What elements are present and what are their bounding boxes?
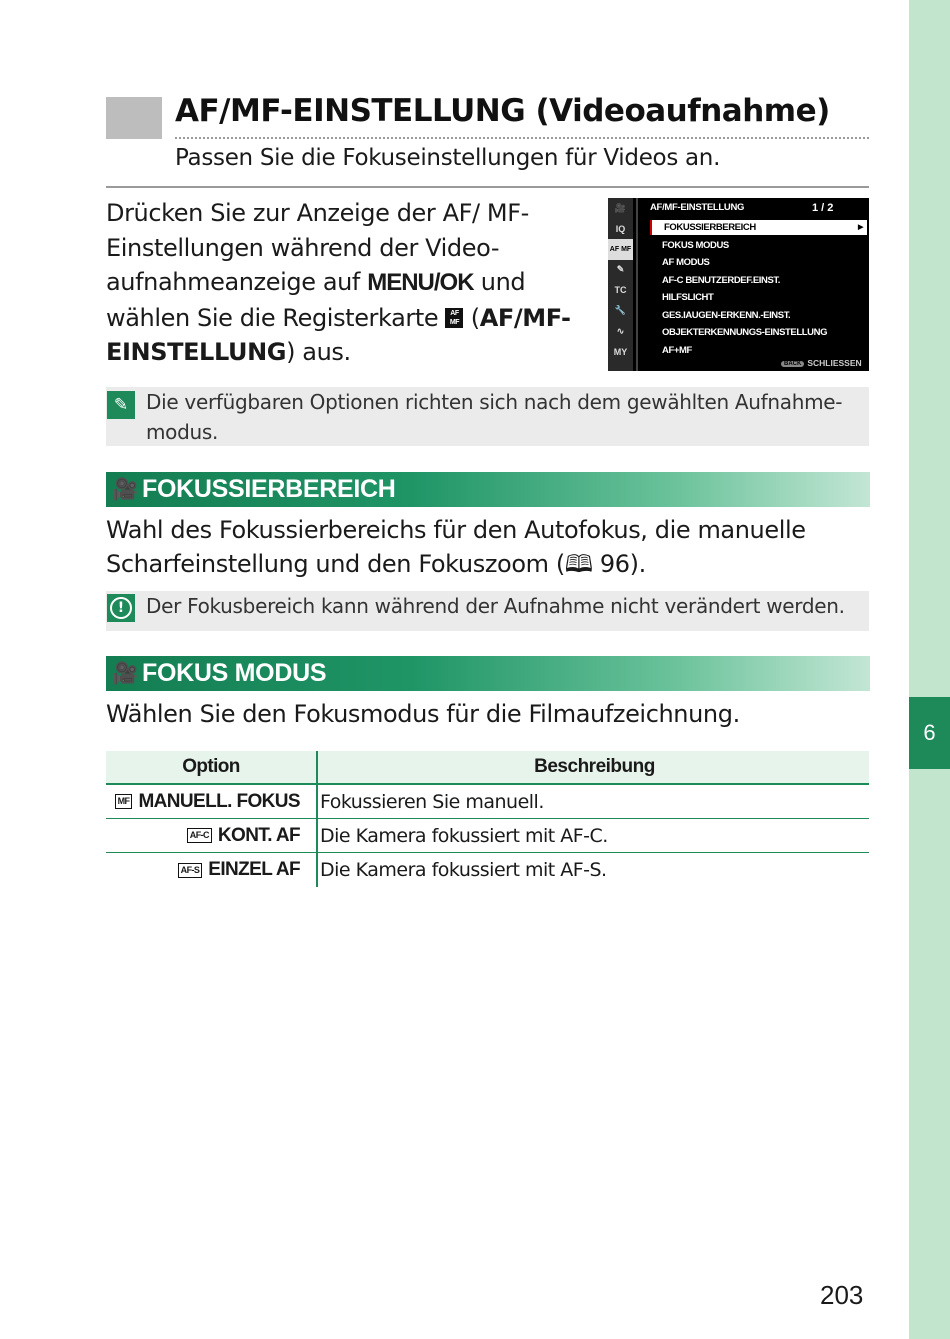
side-strip bbox=[909, 0, 950, 1339]
intro-bold-label: AF/MF-EINSTELLUNG bbox=[106, 303, 571, 366]
body-line: ). bbox=[629, 550, 646, 578]
table-header bbox=[106, 751, 869, 785]
table-row bbox=[106, 853, 869, 887]
menu-ok-button-label: MENU/OK bbox=[367, 269, 474, 296]
page-subtitle: Passen Sie die Fokuseinstellungen für Videos an. bbox=[175, 145, 721, 171]
page-reference-link[interactable]: 96 bbox=[599, 550, 630, 578]
options-table bbox=[106, 751, 869, 887]
body-line: Scharfeinstellung und den Fokuszoom ( bbox=[106, 550, 565, 578]
af-s-icon: AF-S bbox=[178, 863, 203, 878]
camera-menu-item: AF+MF bbox=[662, 344, 692, 356]
camera-menu-item: AF MODUS bbox=[662, 257, 710, 268]
wave-tab-icon: ∿ bbox=[616, 325, 625, 336]
option-label: MANUELL. FOKUS bbox=[138, 790, 300, 812]
caution-box bbox=[106, 591, 869, 631]
intro-paragraph bbox=[106, 196, 596, 370]
my-menu-tab-icon: MY bbox=[613, 346, 628, 357]
column-header-option: Option bbox=[182, 756, 240, 777]
camera-menu-footer bbox=[781, 358, 862, 368]
movie-camera-icon: 🎥 bbox=[112, 477, 139, 501]
note-line: Die verfügbaren Optionen richten sich nach dem gewählten Aufnahme- bbox=[146, 390, 843, 414]
iq-tab-icon: IQ bbox=[615, 223, 626, 234]
title-marker bbox=[106, 97, 162, 139]
movie-camera-icon: 🎥 bbox=[112, 661, 139, 685]
note-pencil-icon: ✎ bbox=[107, 391, 135, 419]
af-mf-tab-icon: AF MF bbox=[608, 239, 633, 260]
caution-text: Der Fokusbereich kann während der Aufnahme nicht verändert werden. bbox=[146, 594, 845, 618]
intro-text: Drücken Sie zur Anzeige der AF/ MF-Einstellungen während der Video-aufnahmeanzeige auf bbox=[106, 199, 529, 296]
camera-menu-item: HILFSLICHT bbox=[662, 292, 714, 303]
option-cell bbox=[106, 853, 316, 887]
note-line: modus. bbox=[146, 420, 219, 444]
af-mf-tab-icon: AF MF bbox=[445, 308, 463, 328]
option-cell bbox=[106, 785, 316, 818]
camera-menu-item-label: FOKUSSIERBEREICH bbox=[664, 222, 756, 233]
camera-menu-separator bbox=[636, 198, 638, 371]
table-row bbox=[106, 785, 869, 819]
camera-menu-side-tabs bbox=[608, 198, 633, 371]
caution-icon: ! bbox=[107, 594, 135, 622]
section-heading-fokus-modus bbox=[106, 656, 870, 691]
af-c-icon: AF-C bbox=[187, 828, 212, 843]
intro-text: ( bbox=[463, 303, 480, 332]
description-cell: Die Kamera fokussiert mit AF-C. bbox=[316, 819, 869, 852]
camera-menu-item bbox=[650, 220, 867, 235]
movie-tab-icon: 🎥 bbox=[614, 202, 627, 213]
camera-menu-item: AF-C BENUTZERDEF.EINST. bbox=[662, 274, 780, 286]
section-title: FOKUS MODUS bbox=[142, 659, 327, 687]
table-row bbox=[106, 819, 869, 853]
body-line: Wahl des Fokussierbereichs für den Autofokus, die manuelle bbox=[106, 516, 806, 544]
pencil-tab-icon: ✎ bbox=[616, 264, 625, 275]
section-body bbox=[106, 513, 886, 581]
column-header-description: Beschreibung bbox=[316, 751, 869, 783]
description-cell: Die Kamera fokussiert mit AF-S. bbox=[316, 853, 869, 887]
camera-menu-item: OBJEKTERKENNUNGS-EINSTELLUNG bbox=[662, 327, 828, 338]
arrow-right-icon: ▶ bbox=[858, 224, 863, 231]
title-divider bbox=[175, 137, 869, 139]
book-icon: 🕮 bbox=[564, 550, 593, 578]
page-title: AF/MF-EINSTELLUNG (Videoaufnahme) bbox=[175, 93, 830, 129]
camera-menu-item: FOKUS MODUS bbox=[662, 239, 729, 251]
section-title: FOKUSSIERBEREICH bbox=[142, 475, 396, 503]
header-rule bbox=[106, 186, 869, 188]
section-body: Wählen Sie den Fokusmodus für die Filmaufzeichnung. bbox=[106, 700, 740, 728]
mf-icon: MF bbox=[115, 794, 133, 809]
camera-menu-screenshot bbox=[608, 198, 869, 371]
description-cell: Fokussieren Sie manuell. bbox=[316, 785, 869, 818]
intro-text: ) aus. bbox=[286, 338, 351, 366]
option-label: EINZEL AF bbox=[208, 859, 300, 880]
camera-menu-header: AF/MF-EINSTELLUNG bbox=[650, 202, 745, 213]
note-box bbox=[106, 387, 869, 446]
camera-menu-item: GES.IAUGEN-ERKENN.-EINST. bbox=[662, 309, 791, 321]
back-button-icon: BACK bbox=[781, 361, 804, 367]
section-heading-fokussierbereich bbox=[106, 472, 870, 507]
close-label: SCHLIESSEN bbox=[807, 358, 862, 368]
wrench-tab-icon: 🔧 bbox=[614, 305, 627, 316]
intro-text: und wählen Sie die Registerkarte bbox=[106, 268, 526, 332]
camera-menu-page: 1 / 2 bbox=[812, 202, 834, 214]
note-text bbox=[146, 387, 842, 447]
option-label: KONT. AF bbox=[217, 824, 300, 846]
tc-tab-icon: TC bbox=[614, 285, 627, 296]
chapter-tab[interactable]: 6 bbox=[909, 697, 950, 769]
page-number: 203 bbox=[820, 1280, 864, 1310]
option-cell bbox=[106, 819, 316, 852]
